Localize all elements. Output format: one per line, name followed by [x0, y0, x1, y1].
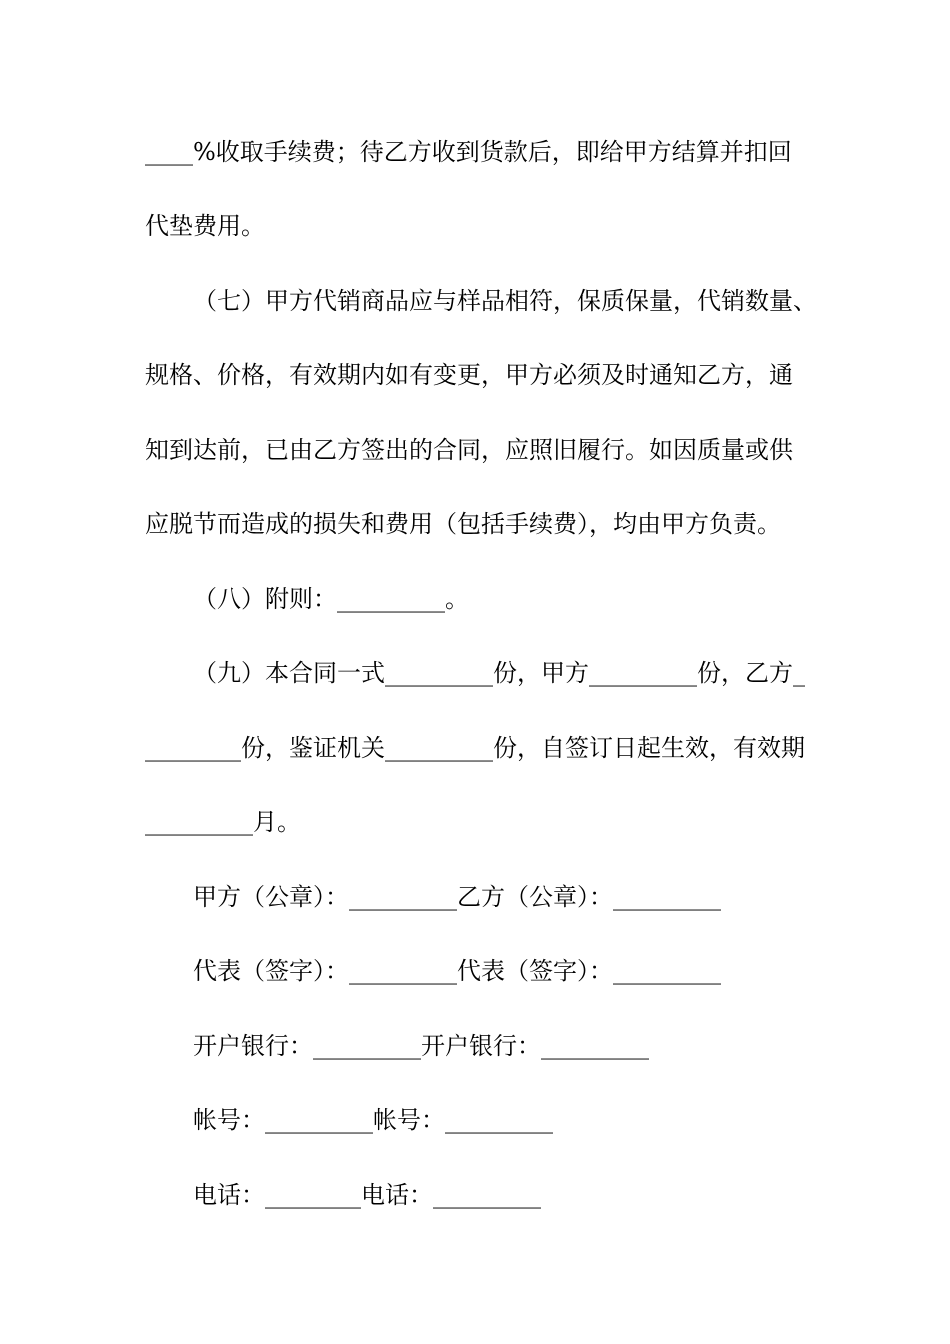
seal-line: 甲方（公章）：_________乙方（公章）：_________ — [193, 883, 721, 911]
paragraph-line: 知到达前，已由乙方签出的合同，应照旧履行。如因质量或供 — [145, 436, 793, 464]
clause-9-line: （九）本合同一式_________份，甲方_________份，乙方_ — [193, 659, 805, 687]
clause-7-line: （七）甲方代销商品应与样品相符，保质保量，代销数量、 — [193, 287, 817, 315]
signature-line: 代表（签字）：_________代表（签字）：_________ — [193, 957, 721, 985]
paragraph-line: 规格、价格，有效期内如有变更，甲方必须及时通知乙方，通 — [145, 361, 793, 389]
account-line: 帐号：_________帐号：_________ — [193, 1106, 553, 1134]
clause-8-line: （八）附则：_________。 — [193, 585, 469, 613]
paragraph-line: 代垫费用。 — [145, 212, 265, 240]
phone-line: 电话：________电话：_________ — [193, 1181, 541, 1209]
paragraph-line: ________份，鉴证机关_________份，自签订日起生效，有效期 — [145, 734, 805, 762]
paragraph-line: ____%收取手续费；待乙方收到货款后，即给甲方结算并扣回 — [145, 138, 792, 166]
bank-line: 开户银行：_________开户银行：_________ — [193, 1032, 649, 1060]
paragraph-line: _________月。 — [145, 808, 301, 836]
paragraph-line: 应脱节而造成的损失和费用（包括手续费），均由甲方负责。 — [145, 510, 781, 538]
